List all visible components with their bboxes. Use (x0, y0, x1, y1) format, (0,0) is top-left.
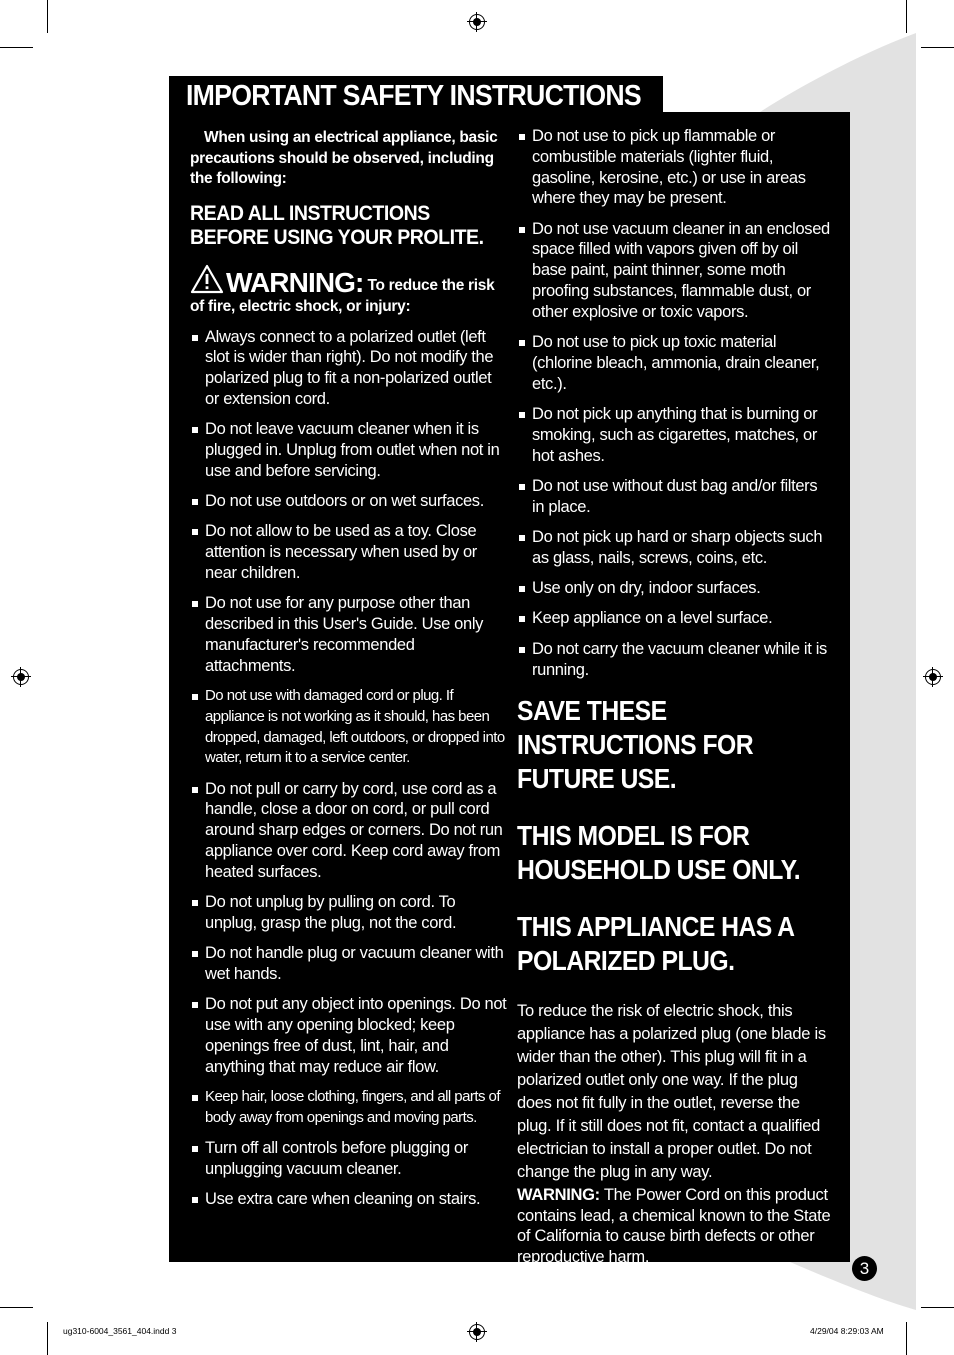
list-item: Keep hair, loose clothing, fingers, and all parts of body away from openings and moving parts. (190, 1087, 508, 1129)
list-item: Do not unplug by pulling on cord. To unplug, grasp the plug, not the cord. (190, 892, 508, 934)
list-item: Do not allow to be used as a toy. Close attention is necessary when used by or near children. (190, 521, 508, 583)
safety-panel (169, 112, 850, 1296)
list-item: Do not pull or carry by cord, use cord as a handle, close a door on cord, or pull cord around sharp edges or corners. Do not run appliance over cord. Keep cord away from heated surfaces. (190, 779, 508, 883)
left-bullet-list (190, 327, 508, 1210)
left-column (190, 128, 508, 1210)
list-item: Do not leave vacuum cleaner when it is plugged in. Unplug from outlet when not in use and before servicing. (190, 419, 508, 481)
right-column (517, 126, 833, 1296)
list-item: Do not use to pick up toxic material (chlorine bleach, ammonia, drain cleaner, etc.). (517, 332, 833, 394)
polarized-plug-heading: THIS APPLIANCE HAS A POLARIZED PLUG. (517, 911, 794, 977)
list-item: Do not pick up anything that is burning or smoking, such as cigarettes, matches, or hot ashes. (517, 404, 833, 466)
warning-word: WARNING: (226, 266, 364, 298)
registration-mark-icon (925, 669, 941, 685)
read-all-heading: READ ALL INSTRUCTIONS BEFORE USING YOUR PROLITE. (190, 201, 484, 249)
crop-mark (0, 1307, 33, 1308)
list-item: Do not use without dust bag and/or filters in place. (517, 476, 833, 518)
list-item: Do not use vacuum cleaner in an enclosed space filled with vapors given off by oil base paint, paint thinner, some moth proofing substances, flammable dust, or other explosive or toxic vapors. (517, 219, 833, 323)
polarized-plug-text: To reduce the risk of electric shock, this appliance has a polarized plug (one blade is wider than the other). This plug will fit in a polarized outlet only one way. If the plug does not fit fully in the outlet, reverse the plug. If it still does not fit, contact a qualified electrician to install a proper outlet. Do not change the plug in any way. (517, 1002, 826, 1182)
page-title: IMPORTANT SAFETY INSTRUCTIONS (186, 80, 641, 112)
list-item: Do not put any object into openings. Do not use with any opening blocked; keep openings free of dust, lint, hair, and anything that may reduce air flow. (190, 994, 508, 1077)
slug-right: 4/29/04 8:29:03 AM (810, 1326, 884, 1336)
registration-mark-icon (13, 669, 29, 685)
slug-left: ug310-6004_3561_404.indd 3 (63, 1326, 177, 1336)
warning-text: To reduce the risk of fire, electric shock, or injury: (190, 276, 495, 315)
crop-mark (47, 1322, 48, 1355)
warning-triangle-icon (190, 264, 224, 294)
list-item: Do not handle plug or vacuum cleaner with wet hands. (190, 943, 508, 985)
right-bullet-list (517, 126, 833, 680)
crop-mark (906, 0, 907, 33)
crop-mark (47, 0, 48, 33)
list-item: Do not use to pick up flammable or combustible materials (lighter fluid, gasoline, kerosine, etc.) or use in areas where they may be present. (517, 126, 833, 209)
list-item: Use only on dry, indoor surfaces. (517, 578, 833, 599)
registration-mark-icon (469, 14, 485, 30)
crop-mark (906, 1322, 907, 1355)
list-item: Turn off all controls before plugging or unplugging vacuum cleaner. (190, 1138, 508, 1180)
list-item: Do not use with damaged cord or plug. If appliance is not working as it should, has been dropped, damaged, left outdoors, or dropped into water, return it to a service center. (190, 686, 508, 769)
crop-mark (921, 47, 954, 48)
list-item: Always connect to a polarized outlet (left slot is wider than right). Do not modify the polarized plug to fit a non-polarized outlet or extension cord. (190, 327, 508, 410)
crop-mark (0, 47, 33, 48)
registration-mark-icon (469, 1324, 485, 1340)
save-instructions-heading: SAVE THESE INSTRUCTIONS FOR FUTURE USE. (517, 695, 754, 795)
list-item: Do not carry the vacuum cleaner while it is running. (517, 639, 833, 681)
list-item: Do not use outdoors or on wet surfaces. (190, 491, 508, 512)
cord-warning: WARNING: The Power Cord on this product contains lead, a chemical known to the State of California to cause birth defects or other reproductive harm. (517, 1186, 831, 1266)
warning-statement (190, 264, 508, 317)
list-item: Do not pick up hard or sharp objects such as glass, nails, screws, coins, etc. (517, 527, 833, 569)
wash-hands-notice: WASH HANDS AFTER HANDLING (520, 1278, 760, 1296)
page-number: 3 (852, 1256, 877, 1281)
list-item: Use extra care when cleaning on stairs. (190, 1189, 508, 1210)
household-use-heading: THIS MODEL IS FOR HOUSEHOLD USE ONLY. (517, 820, 801, 886)
list-item: Do not use for any purpose other than described in this User's Guide. Use only manufacturer's recommended attachments. (190, 593, 508, 676)
list-item: Keep appliance on a level surface. (517, 608, 833, 629)
intro-text: When using an electrical appliance, basic precautions should be observed, including the following: (190, 129, 498, 187)
crop-mark (921, 1307, 954, 1308)
